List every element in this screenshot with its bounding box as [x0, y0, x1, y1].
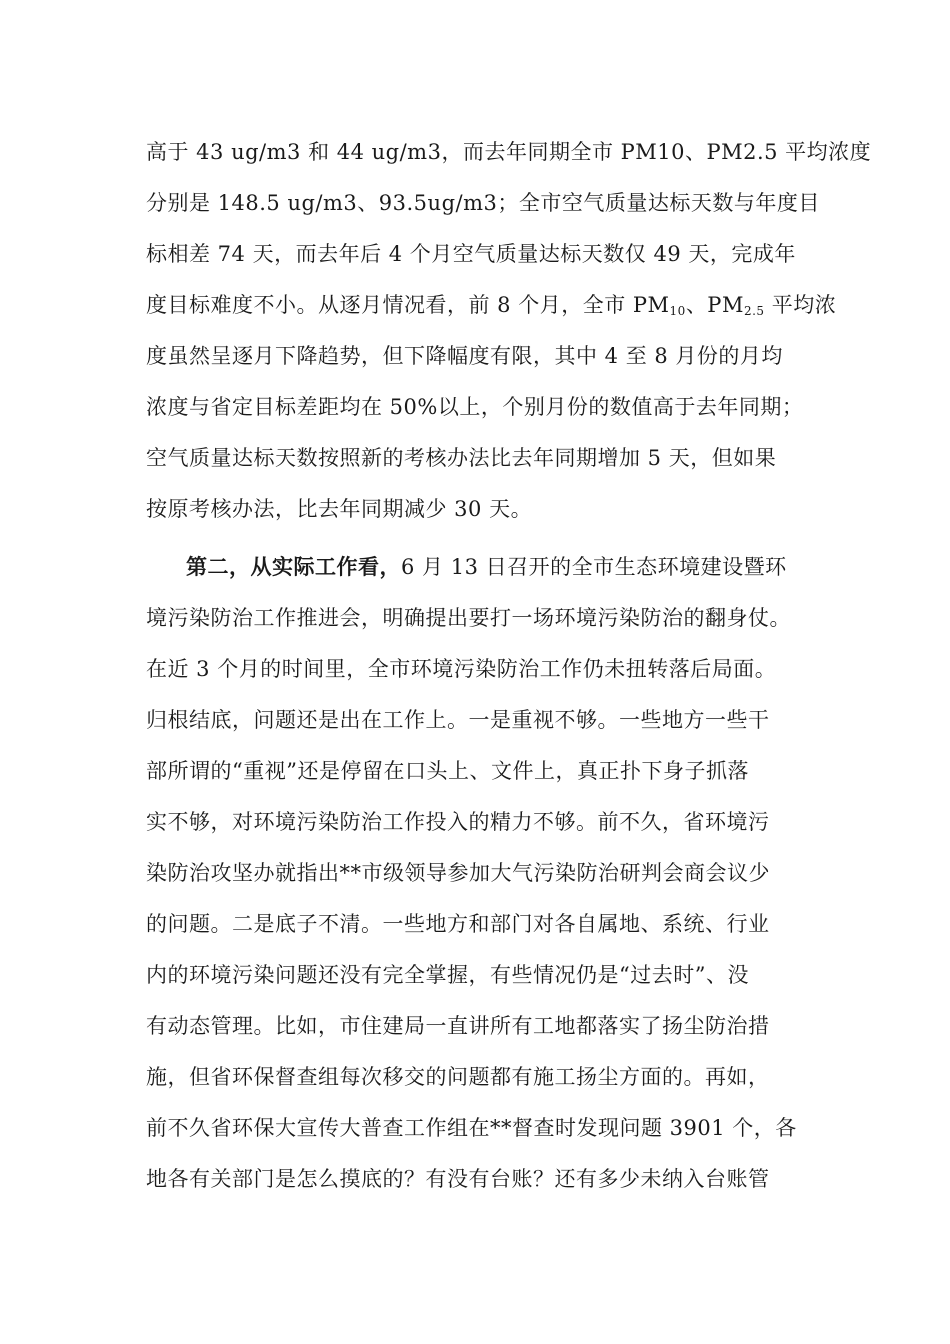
- text-line: 部所谓的“重视”还是停留在口头上、文件上，真正扑下身子抓落: [146, 759, 749, 783]
- text-line: 浓度与省定目标差距均在 50%以上，个别月份的数值高于去年同期；: [146, 395, 804, 419]
- text-line: 实不够，对环境污染防治工作投入的精力不够。前不久，省环境污: [146, 810, 770, 834]
- text-line: [146, 291, 837, 325]
- text-line: 标相差 74 天，而去年后 4 个月空气质量达标天数仅 49 天，完成年: [146, 242, 796, 266]
- text-line: 高于 43 ug/m3 和 44 ug/m3，而去年同期全市 PM10、PM2.5 平均浓度: [146, 140, 872, 164]
- text-line: 前不久省环保大宣传大普查工作组在**督查时发现问题 3901 个，各: [146, 1116, 797, 1140]
- text-line: 施，但省环保督查组每次移交的问题都有施工扬尘方面的。再如，: [146, 1065, 770, 1089]
- text-line: 地各有关部门是怎么摸底的？有没有台账？还有多少未纳入台账管: [146, 1167, 770, 1191]
- text-line: 的问题。二是底子不清。一些地方和部门对各自属地、系统、行业: [146, 912, 770, 936]
- text-line: 分别是 148.5 ug/m3、93.5ug/m3；全市空气质量达标天数与年度目: [146, 191, 820, 215]
- text-line: 染防治攻坚办就指出**市级领导参加大气污染防治研判会商会议少: [146, 861, 770, 885]
- text-line: 度虽然呈逐月下降趋势，但下降幅度有限，其中 4 至 8 月份的月均: [146, 344, 783, 368]
- text-line: [186, 553, 866, 581]
- text-line: 境污染防治工作推进会，明确提出要打一场环境污染防治的翻身仗。: [146, 606, 791, 630]
- text-line: 归根结底，问题还是出在工作上。一是重视不够。一些地方一些干: [146, 708, 770, 732]
- subscript-10: 10: [669, 304, 686, 318]
- text-line: 空气质量达标天数按照新的考核办法比去年同期增加 5 天，但如果: [146, 446, 777, 470]
- text-segment: 、PM: [685, 293, 744, 317]
- text-line: 在近 3 个月的时间里，全市环境污染防治工作仍未扭转落后局面。: [146, 657, 777, 681]
- text-line: 按原考核办法，比去年同期减少 30 天。: [146, 497, 533, 521]
- text-line: 有动态管理。比如，市住建局一直讲所有工地都落实了扬尘防治措: [146, 1014, 770, 1038]
- subscript-2-5: 2.5: [743, 304, 765, 318]
- text-line: 内的环境污染问题还没有完全掌握，有些情况仍是“过去时”、没: [146, 963, 749, 987]
- text-segment: 平均浓: [764, 293, 837, 317]
- text-segment: 6 月 13 日召开的全市生态环境建设暨环: [401, 555, 787, 579]
- text-segment: 度目标难度不小。从逐月情况看，前 8 个月，全市 PM: [146, 293, 670, 317]
- bold-lead: 第二，从实际工作看，: [186, 554, 401, 579]
